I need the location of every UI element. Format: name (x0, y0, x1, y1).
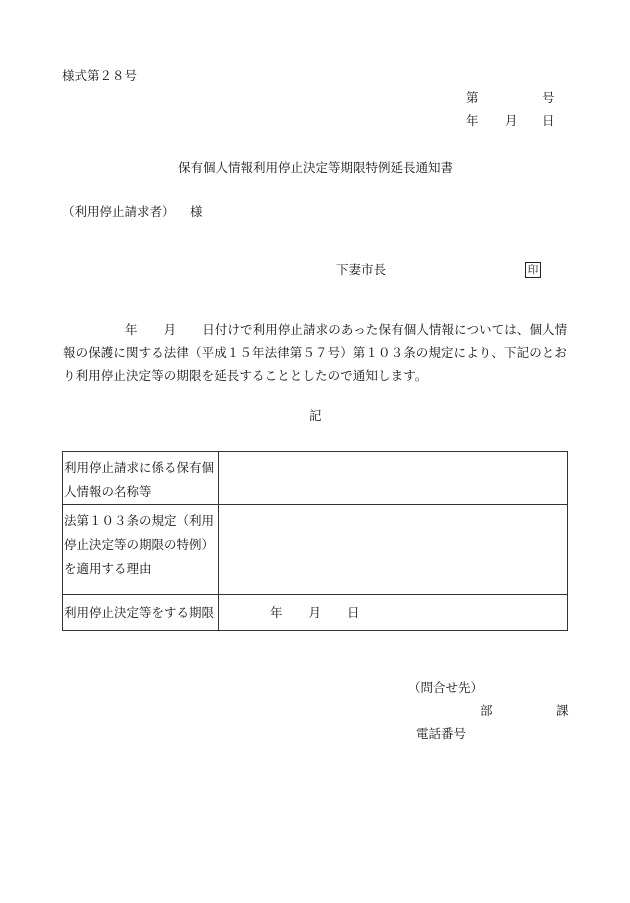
table-row (63, 505, 568, 595)
deadline-day: 日 (347, 605, 360, 620)
body-paragraph (63, 318, 571, 387)
table-row (63, 452, 568, 505)
row-label-deadline: 利用停止決定等をする期限 (63, 595, 219, 631)
body-month: 月 (163, 322, 177, 337)
row-label-info-name: 利用停止請求に係る保有個人情報の名称等 (63, 452, 219, 505)
table-row (63, 595, 568, 631)
date-year: 年 (466, 113, 479, 128)
sender-name: 下妻市長 (336, 262, 387, 277)
ki-label: 記 (309, 408, 322, 423)
body-text: 日付けで利用停止請求のあった保有個人情報については、個人情報の保護に関する法律（平成１５年法律第５７号）第１０３条の規定により、下記のとおり利用停止決定等の期限を延長することとしたので通知します。 (63, 322, 568, 383)
date-day: 日 (542, 113, 555, 128)
row-value-info-name (219, 452, 568, 505)
row-value-reason (219, 505, 568, 595)
body-year: 年 (125, 322, 138, 337)
row-value-deadline (219, 595, 568, 631)
recipient-label: （利用停止請求者） (62, 204, 175, 219)
contact-phone-label: 電話番号 (416, 726, 467, 741)
deadline-month: 月 (308, 605, 322, 620)
date-month: 月 (505, 113, 518, 128)
deadline-year: 年 (270, 605, 283, 620)
seal-mark: 印 (525, 262, 541, 278)
contact-department: 部 (480, 703, 493, 718)
details-table (62, 451, 568, 631)
document-number-prefix: 第 (466, 90, 479, 105)
form-number: 様式第２８号 (62, 68, 138, 83)
row-label-reason: 法第１０３条の規定（利用停止決定等の期限の特例）を適用する理由 (63, 505, 219, 595)
contact-section: 課 (556, 703, 569, 718)
contact-heading: （問合せ先） (408, 680, 484, 695)
document-number-suffix: 号 (542, 90, 555, 105)
document-title: 保有個人情報利用停止決定等期限特例延長通知書 (178, 160, 454, 175)
recipient-honorific: 様 (190, 204, 203, 219)
